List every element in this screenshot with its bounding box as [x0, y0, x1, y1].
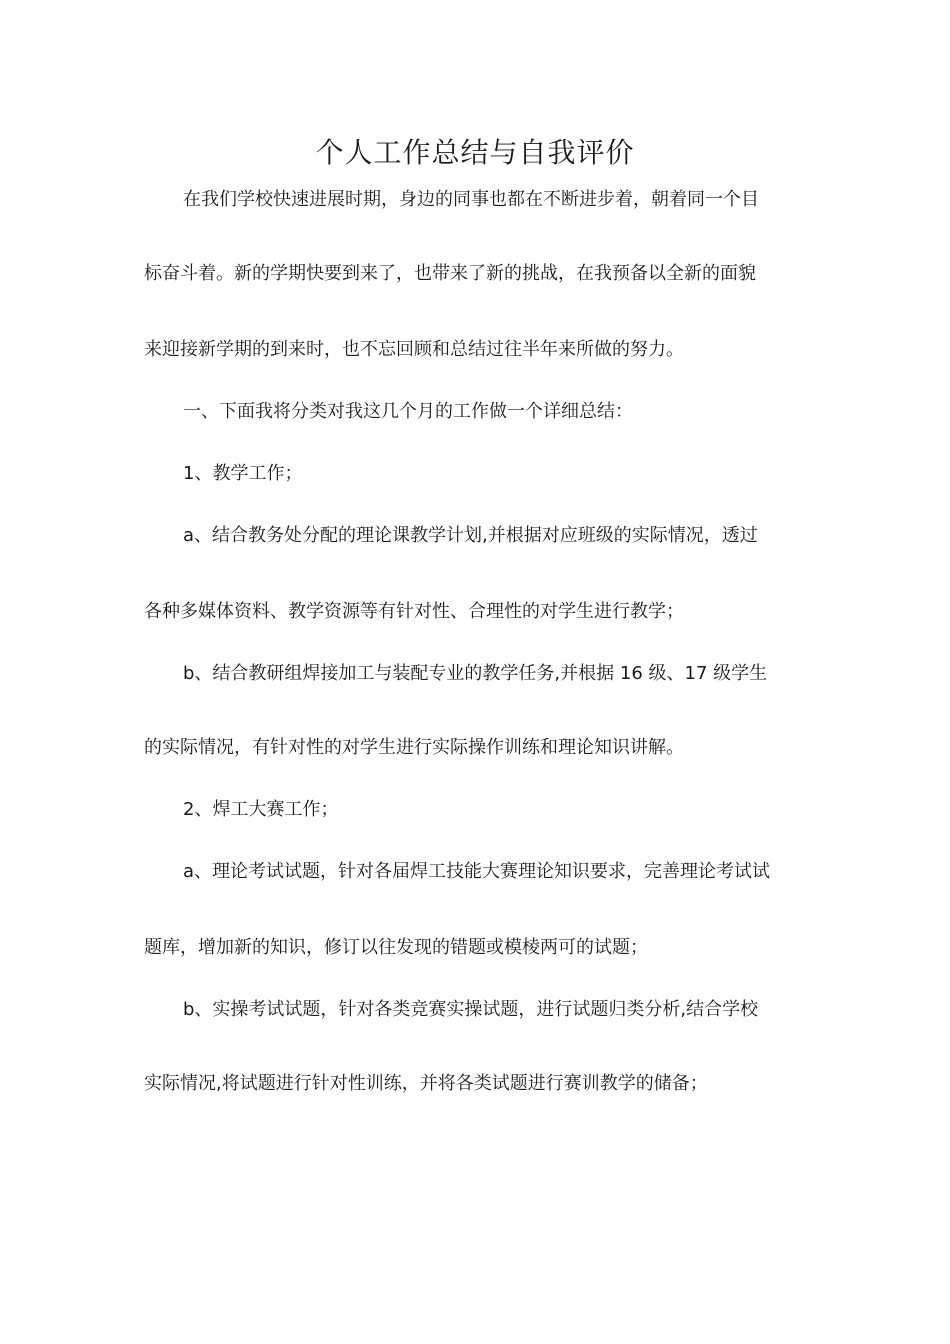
paragraph-line: 在我们学校快速进展时期，身边的同事也都在不断进步着，朝着同一个目 [183, 189, 759, 210]
paragraph-line: b、实操考试试题，针对各类竞赛实操试题，进行试题归类分析,结合学校 [183, 999, 759, 1020]
subsection-heading: 1、教学工作； [183, 463, 303, 484]
document-title: 个人工作总结与自我评价 [315, 136, 635, 169]
paragraph-line: 实际情况,将试题进行针对性训练，并将各类试题进行赛训教学的储备； [144, 1073, 708, 1094]
paragraph-line: 的实际情况，有针对性的对学生进行实际操作训练和理论知识讲解。 [144, 737, 684, 758]
paragraph-line: 来迎接新学期的到来时，也不忘回顾和总结过往半年来所做的努力。 [144, 339, 684, 360]
paragraph-line: a、结合教务处分配的理论课教学计划,并根据对应班级的实际情况，透过 [183, 525, 758, 546]
subsection-heading: 2、焊工大赛工作； [183, 799, 339, 820]
section-heading: 一、下面我将分类对我这几个月的工作做一个详细总结： [183, 401, 633, 422]
paragraph-line: a、理论考试试题，针对各届焊工技能大赛理论知识要求，完善理论考试试 [183, 861, 771, 882]
paragraph-line: b、结合教研组焊接加工与装配专业的教学任务,并根据 16 级、17 级学生 [183, 663, 768, 684]
paragraph-line: 题库，增加新的知识，修订以往发现的错题或模棱两可的试题； [144, 937, 648, 958]
paragraph-line: 标奋斗着。新的学期快要到来了，也带来了新的挑战，在我预备以全新的面貌 [144, 263, 756, 284]
paragraph-line: 各种多媒体资料、教学资源等有针对性、合理性的对学生进行教学； [144, 601, 684, 622]
